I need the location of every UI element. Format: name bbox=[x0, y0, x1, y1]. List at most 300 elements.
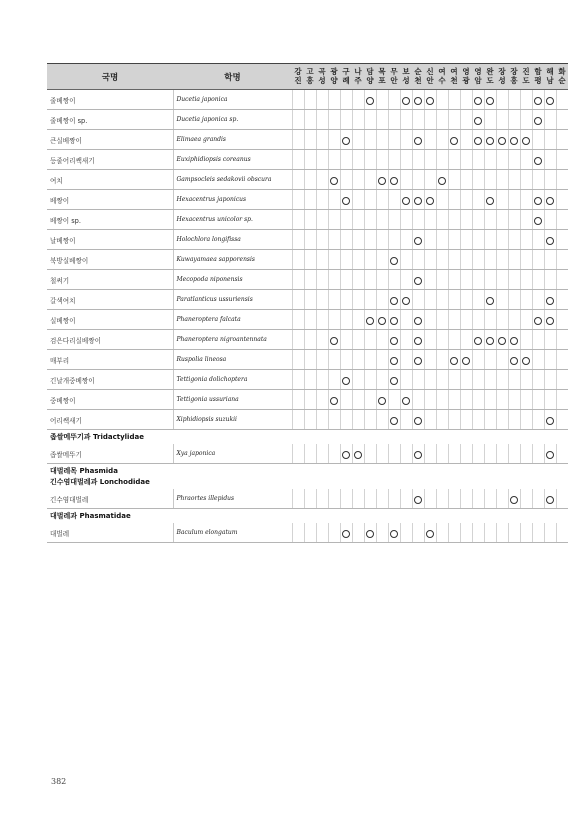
presence-cell bbox=[412, 150, 424, 170]
presence-cell bbox=[388, 190, 400, 210]
presence-cell bbox=[364, 230, 376, 250]
presence-cell bbox=[400, 330, 412, 350]
presence-circle-icon bbox=[330, 177, 338, 185]
presence-circle-icon bbox=[462, 357, 470, 365]
presence-cell bbox=[556, 130, 568, 150]
presence-cell bbox=[532, 523, 544, 543]
presence-cell bbox=[460, 390, 472, 410]
region-header: 여수 bbox=[436, 64, 448, 90]
presence-cell bbox=[364, 523, 376, 543]
presence-circle-icon bbox=[510, 496, 518, 504]
presence-cell bbox=[496, 250, 508, 270]
presence-cell bbox=[316, 250, 328, 270]
presence-cell bbox=[496, 210, 508, 230]
presence-cell bbox=[436, 410, 448, 430]
presence-circle-icon bbox=[414, 337, 422, 345]
presence-cell bbox=[544, 523, 556, 543]
presence-cell bbox=[400, 250, 412, 270]
presence-cell bbox=[472, 523, 484, 543]
presence-cell bbox=[496, 310, 508, 330]
presence-cell bbox=[412, 444, 424, 464]
scientific-name: Hexacentrus japonicus bbox=[173, 190, 292, 210]
region-header: 신안 bbox=[424, 64, 436, 90]
presence-cell bbox=[484, 250, 496, 270]
presence-cell bbox=[328, 290, 340, 310]
presence-cell bbox=[544, 170, 556, 190]
presence-cell bbox=[484, 390, 496, 410]
korean-name: 매부리 bbox=[47, 350, 173, 370]
presence-cell bbox=[460, 270, 472, 290]
presence-cell bbox=[460, 444, 472, 464]
presence-cell bbox=[544, 489, 556, 509]
presence-cell bbox=[304, 130, 316, 150]
presence-cell bbox=[496, 390, 508, 410]
presence-cell bbox=[424, 270, 436, 290]
region-header: 구례 bbox=[340, 64, 352, 90]
presence-cell bbox=[340, 150, 352, 170]
presence-cell bbox=[496, 110, 508, 130]
presence-cell bbox=[496, 290, 508, 310]
presence-cell bbox=[496, 410, 508, 430]
table-body bbox=[47, 90, 568, 543]
presence-circle-icon bbox=[366, 97, 374, 105]
presence-circle-icon bbox=[402, 297, 410, 305]
presence-cell bbox=[412, 110, 424, 130]
presence-cell bbox=[400, 390, 412, 410]
presence-cell bbox=[460, 523, 472, 543]
presence-cell bbox=[316, 230, 328, 250]
presence-cell bbox=[436, 170, 448, 190]
presence-circle-icon bbox=[390, 357, 398, 365]
region-header: 여천 bbox=[448, 64, 460, 90]
presence-circle-icon bbox=[390, 337, 398, 345]
scientific-name: Xya japonica bbox=[173, 444, 292, 464]
presence-circle-icon bbox=[486, 297, 494, 305]
presence-cell bbox=[388, 410, 400, 430]
presence-cell bbox=[412, 250, 424, 270]
presence-circle-icon bbox=[342, 377, 350, 385]
presence-cell bbox=[340, 310, 352, 330]
presence-cell bbox=[436, 230, 448, 250]
species-row bbox=[47, 270, 568, 290]
presence-cell bbox=[436, 210, 448, 230]
presence-circle-icon bbox=[378, 177, 386, 185]
presence-cell bbox=[532, 489, 544, 509]
species-row bbox=[47, 290, 568, 310]
presence-cell bbox=[508, 310, 520, 330]
presence-cell bbox=[424, 290, 436, 310]
presence-circle-icon bbox=[390, 530, 398, 538]
region-header: 영광 bbox=[460, 64, 472, 90]
presence-cell bbox=[532, 444, 544, 464]
presence-cell bbox=[364, 170, 376, 190]
korean-name: 갈색여치 bbox=[47, 290, 173, 310]
presence-cell bbox=[448, 390, 460, 410]
species-row bbox=[47, 310, 568, 330]
presence-cell bbox=[388, 130, 400, 150]
presence-circle-icon bbox=[414, 137, 422, 145]
species-row bbox=[47, 210, 568, 230]
presence-cell bbox=[496, 270, 508, 290]
presence-cell bbox=[316, 370, 328, 390]
scientific-name: Ducetia japonica sp. bbox=[173, 110, 292, 130]
presence-cell bbox=[532, 190, 544, 210]
scientific-name: Euxiphidiopsis coreanus bbox=[173, 150, 292, 170]
presence-circle-icon bbox=[354, 451, 362, 459]
presence-cell bbox=[292, 110, 304, 130]
presence-circle-icon bbox=[534, 97, 542, 105]
presence-cell bbox=[496, 370, 508, 390]
presence-cell bbox=[508, 350, 520, 370]
presence-circle-icon bbox=[390, 257, 398, 265]
region-header: 장성 bbox=[496, 64, 508, 90]
presence-cell bbox=[400, 170, 412, 190]
presence-cell bbox=[316, 444, 328, 464]
presence-cell bbox=[472, 150, 484, 170]
presence-cell bbox=[424, 350, 436, 370]
presence-cell bbox=[304, 444, 316, 464]
presence-cell bbox=[304, 230, 316, 250]
presence-cell bbox=[508, 330, 520, 350]
presence-circle-icon bbox=[546, 97, 554, 105]
presence-cell bbox=[460, 410, 472, 430]
presence-cell bbox=[328, 270, 340, 290]
presence-cell bbox=[316, 390, 328, 410]
presence-cell bbox=[460, 330, 472, 350]
presence-cell bbox=[352, 370, 364, 390]
presence-cell bbox=[484, 170, 496, 190]
presence-cell bbox=[508, 270, 520, 290]
presence-cell bbox=[292, 370, 304, 390]
presence-cell bbox=[532, 130, 544, 150]
presence-cell bbox=[316, 330, 328, 350]
korean-name: 줄베짱이 bbox=[47, 90, 173, 110]
presence-cell bbox=[544, 444, 556, 464]
presence-cell bbox=[496, 330, 508, 350]
presence-cell bbox=[364, 370, 376, 390]
presence-cell bbox=[556, 310, 568, 330]
presence-cell bbox=[376, 170, 388, 190]
presence-cell bbox=[352, 210, 364, 230]
presence-circle-icon bbox=[414, 277, 422, 285]
region-header: 보성 bbox=[400, 64, 412, 90]
presence-cell bbox=[328, 370, 340, 390]
region-header: 순천 bbox=[412, 64, 424, 90]
scientific-name: Xiphidiopsis suzukii bbox=[173, 410, 292, 430]
species-row bbox=[47, 489, 568, 509]
species-row bbox=[47, 90, 568, 110]
presence-cell bbox=[328, 150, 340, 170]
presence-cell bbox=[508, 444, 520, 464]
presence-cell bbox=[400, 150, 412, 170]
presence-cell bbox=[352, 489, 364, 509]
presence-cell bbox=[328, 489, 340, 509]
presence-cell bbox=[496, 523, 508, 543]
presence-cell bbox=[412, 310, 424, 330]
presence-circle-icon bbox=[342, 197, 350, 205]
presence-cell bbox=[520, 444, 532, 464]
presence-cell bbox=[400, 370, 412, 390]
presence-cell bbox=[316, 110, 328, 130]
presence-cell bbox=[352, 170, 364, 190]
presence-cell bbox=[388, 444, 400, 464]
presence-cell bbox=[448, 370, 460, 390]
presence-cell bbox=[412, 210, 424, 230]
presence-cell bbox=[328, 410, 340, 430]
presence-cell bbox=[352, 350, 364, 370]
presence-circle-icon bbox=[486, 337, 494, 345]
region-header: 해남 bbox=[544, 64, 556, 90]
korean-name: 대벌레 bbox=[47, 523, 173, 543]
presence-circle-icon bbox=[378, 317, 386, 325]
presence-circle-icon bbox=[546, 496, 554, 504]
presence-cell bbox=[292, 350, 304, 370]
presence-cell bbox=[400, 290, 412, 310]
presence-cell bbox=[340, 90, 352, 110]
presence-cell bbox=[424, 410, 436, 430]
presence-cell bbox=[472, 350, 484, 370]
presence-circle-icon bbox=[510, 357, 518, 365]
presence-cell bbox=[520, 310, 532, 330]
presence-cell bbox=[352, 230, 364, 250]
region-header: 곡성 bbox=[316, 64, 328, 90]
presence-cell bbox=[376, 310, 388, 330]
presence-cell bbox=[544, 210, 556, 230]
presence-cell bbox=[292, 150, 304, 170]
presence-cell bbox=[424, 150, 436, 170]
presence-cell bbox=[556, 330, 568, 350]
presence-cell bbox=[340, 270, 352, 290]
species-row bbox=[47, 410, 568, 430]
presence-cell bbox=[532, 210, 544, 230]
species-row bbox=[47, 523, 568, 543]
presence-cell bbox=[424, 310, 436, 330]
presence-cell bbox=[388, 150, 400, 170]
presence-circle-icon bbox=[390, 297, 398, 305]
presence-cell bbox=[472, 330, 484, 350]
presence-cell bbox=[400, 130, 412, 150]
korean-name: 철써기 bbox=[47, 270, 173, 290]
presence-cell bbox=[292, 130, 304, 150]
presence-circle-icon bbox=[546, 297, 554, 305]
presence-cell bbox=[388, 390, 400, 410]
presence-cell bbox=[304, 250, 316, 270]
presence-cell bbox=[472, 270, 484, 290]
presence-circle-icon bbox=[390, 417, 398, 425]
presence-circle-icon bbox=[546, 237, 554, 245]
presence-cell bbox=[424, 370, 436, 390]
presence-cell bbox=[496, 130, 508, 150]
presence-cell bbox=[412, 270, 424, 290]
presence-circle-icon bbox=[330, 337, 338, 345]
presence-cell bbox=[448, 444, 460, 464]
presence-cell bbox=[520, 110, 532, 130]
presence-circle-icon bbox=[510, 337, 518, 345]
presence-cell bbox=[328, 90, 340, 110]
presence-cell bbox=[436, 250, 448, 270]
presence-cell bbox=[292, 250, 304, 270]
presence-cell bbox=[448, 330, 460, 350]
presence-cell bbox=[508, 523, 520, 543]
presence-cell bbox=[436, 290, 448, 310]
presence-cell bbox=[352, 250, 364, 270]
presence-cell bbox=[292, 190, 304, 210]
presence-cell bbox=[304, 370, 316, 390]
species-row bbox=[47, 170, 568, 190]
presence-cell bbox=[412, 230, 424, 250]
presence-cell bbox=[316, 489, 328, 509]
presence-cell bbox=[412, 130, 424, 150]
presence-cell bbox=[364, 90, 376, 110]
presence-cell bbox=[292, 523, 304, 543]
presence-cell bbox=[520, 170, 532, 190]
presence-cell bbox=[412, 290, 424, 310]
presence-cell bbox=[508, 489, 520, 509]
presence-cell bbox=[556, 290, 568, 310]
korean-name: 큰실베짱이 bbox=[47, 130, 173, 150]
presence-cell bbox=[436, 310, 448, 330]
korean-name: 베짱이 sp. bbox=[47, 210, 173, 230]
presence-cell bbox=[448, 270, 460, 290]
presence-cell bbox=[316, 410, 328, 430]
presence-cell bbox=[388, 170, 400, 190]
presence-cell bbox=[328, 210, 340, 230]
presence-cell bbox=[328, 444, 340, 464]
species-row bbox=[47, 230, 568, 250]
presence-cell bbox=[556, 390, 568, 410]
presence-cell bbox=[292, 170, 304, 190]
presence-cell bbox=[388, 230, 400, 250]
presence-cell bbox=[448, 130, 460, 150]
species-row bbox=[47, 330, 568, 350]
presence-cell bbox=[436, 270, 448, 290]
region-header: 영암 bbox=[472, 64, 484, 90]
presence-cell bbox=[292, 489, 304, 509]
presence-cell bbox=[292, 290, 304, 310]
scientific-name: Elimaea grandis bbox=[173, 130, 292, 150]
presence-cell bbox=[448, 210, 460, 230]
region-header: 담양 bbox=[364, 64, 376, 90]
presence-cell bbox=[304, 390, 316, 410]
presence-cell bbox=[496, 489, 508, 509]
presence-cell bbox=[304, 489, 316, 509]
presence-circle-icon bbox=[474, 117, 482, 125]
presence-cell bbox=[424, 210, 436, 230]
presence-cell bbox=[520, 270, 532, 290]
presence-cell bbox=[436, 190, 448, 210]
presence-cell bbox=[352, 523, 364, 543]
presence-cell bbox=[328, 523, 340, 543]
presence-cell bbox=[316, 150, 328, 170]
presence-cell bbox=[508, 250, 520, 270]
presence-cell bbox=[484, 523, 496, 543]
presence-cell bbox=[496, 150, 508, 170]
presence-cell bbox=[352, 310, 364, 330]
presence-cell bbox=[424, 190, 436, 210]
presence-cell bbox=[472, 390, 484, 410]
presence-cell bbox=[292, 210, 304, 230]
presence-cell bbox=[376, 150, 388, 170]
presence-cell bbox=[400, 310, 412, 330]
presence-cell bbox=[472, 210, 484, 230]
presence-cell bbox=[340, 350, 352, 370]
korean-name-header: 국명 bbox=[47, 64, 173, 90]
family-heading: 대벌레과 Phasmatidae bbox=[50, 512, 131, 520]
presence-circle-icon bbox=[342, 530, 350, 538]
presence-cell bbox=[436, 130, 448, 150]
presence-cell bbox=[460, 130, 472, 150]
species-row bbox=[47, 370, 568, 390]
presence-circle-icon bbox=[522, 137, 530, 145]
presence-circle-icon bbox=[510, 137, 518, 145]
presence-circle-icon bbox=[534, 117, 542, 125]
presence-cell bbox=[484, 330, 496, 350]
presence-cell bbox=[364, 390, 376, 410]
presence-cell bbox=[400, 444, 412, 464]
presence-cell bbox=[436, 523, 448, 543]
presence-cell bbox=[436, 110, 448, 130]
presence-cell bbox=[388, 210, 400, 230]
presence-cell bbox=[532, 90, 544, 110]
family-heading: 대벌레목 Phasmida 긴수염대벌레과 Lonchodidae bbox=[50, 467, 150, 486]
family-heading-row bbox=[47, 464, 568, 490]
scientific-name: Baculum elongatum bbox=[173, 523, 292, 543]
presence-cell bbox=[340, 190, 352, 210]
presence-cell bbox=[352, 90, 364, 110]
presence-cell bbox=[304, 110, 316, 130]
scientific-name: Mecopoda niponensis bbox=[173, 270, 292, 290]
presence-cell bbox=[316, 210, 328, 230]
presence-cell bbox=[508, 230, 520, 250]
presence-cell bbox=[364, 310, 376, 330]
presence-cell bbox=[424, 90, 436, 110]
presence-cell bbox=[448, 110, 460, 130]
presence-cell bbox=[544, 290, 556, 310]
presence-cell bbox=[376, 390, 388, 410]
presence-cell bbox=[340, 250, 352, 270]
presence-circle-icon bbox=[414, 496, 422, 504]
presence-cell bbox=[304, 90, 316, 110]
presence-cell bbox=[484, 310, 496, 330]
scientific-name: Paratlanticus ussuriensis bbox=[173, 290, 292, 310]
presence-cell bbox=[532, 410, 544, 430]
presence-cell bbox=[520, 90, 532, 110]
region-header: 화순 bbox=[556, 64, 568, 90]
scientific-name: Tettigonia ussuriana bbox=[173, 390, 292, 410]
presence-cell bbox=[556, 444, 568, 464]
presence-cell bbox=[316, 523, 328, 543]
presence-cell bbox=[544, 310, 556, 330]
presence-cell bbox=[520, 250, 532, 270]
presence-cell bbox=[376, 270, 388, 290]
presence-cell bbox=[448, 230, 460, 250]
presence-cell bbox=[436, 489, 448, 509]
presence-cell bbox=[352, 110, 364, 130]
presence-cell bbox=[472, 370, 484, 390]
presence-cell bbox=[304, 410, 316, 430]
presence-cell bbox=[364, 410, 376, 430]
presence-cell bbox=[484, 290, 496, 310]
presence-cell bbox=[484, 110, 496, 130]
presence-cell bbox=[460, 90, 472, 110]
presence-cell bbox=[376, 489, 388, 509]
korean-name: 검은다리실베짱이 bbox=[47, 330, 173, 350]
presence-cell bbox=[304, 330, 316, 350]
presence-cell bbox=[292, 310, 304, 330]
presence-cell bbox=[388, 90, 400, 110]
presence-circle-icon bbox=[534, 317, 542, 325]
presence-cell bbox=[556, 410, 568, 430]
